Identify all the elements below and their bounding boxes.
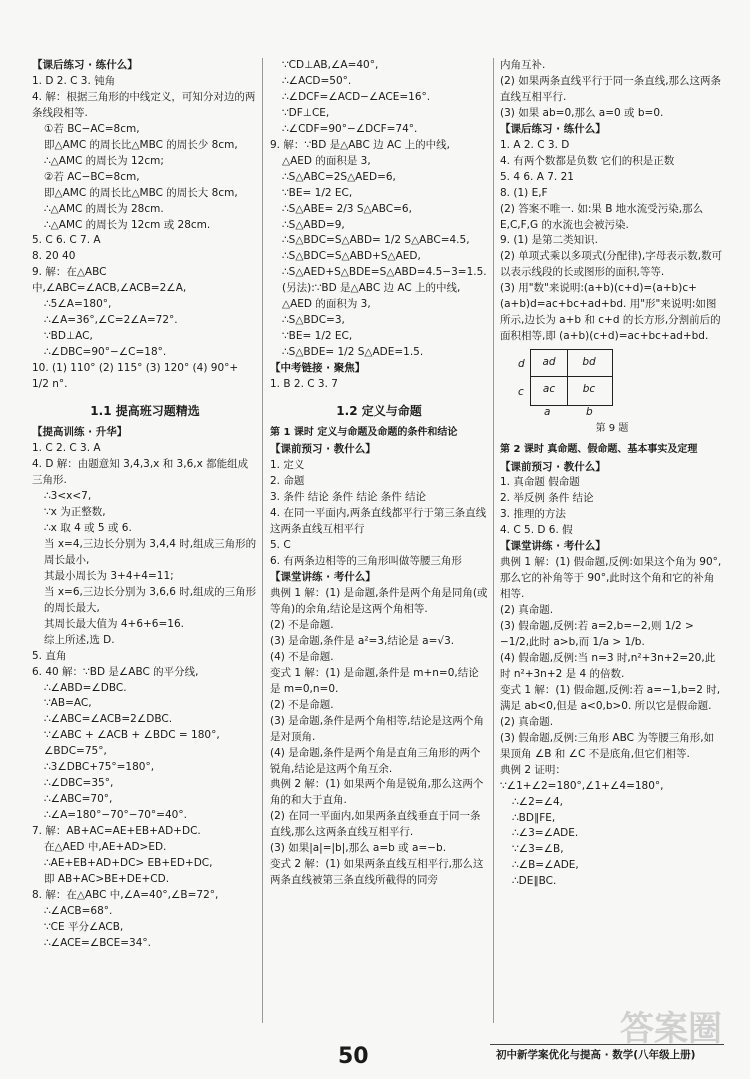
page-number: 50 [338,1044,369,1069]
answer-line: 9. (1) 是第二类知识. [500,234,598,247]
answer-line: 即△AMC 的周长比△MBC 的周长大 8cm, [44,186,238,199]
answer-line: ∴S△ABC=2S△AED=6, [282,170,396,183]
answer-line: ∴△AMC 的周长为 12cm; [44,154,164,167]
answer-line: △AED 的面积是 3, [282,154,371,167]
answer-line: ∴S△AED+S△BDE=S△ABD=4.5−3=1.5. [282,266,487,279]
grid-label-d: d [518,358,525,371]
answer-line: ∴∠ACD=50°. [282,74,352,87]
answer-line: ∴∠3=∠ADE. [512,827,579,840]
answer-line: ∴AE+EB+AD+DC> EB+ED+DC, [44,856,213,869]
answer-line: ∴∠DBC=35°, [44,777,114,790]
answer-line: 即 AB+AC>BE+DE+CD. [44,872,170,885]
answer-line: ∴∠ABC=∠ACB=2∠DBC. [44,713,173,726]
grid-label-a: a [544,406,551,419]
answer-line: ∴3<x<7, [44,490,92,503]
answer-line: 其最小周长为 3+4+4=11; [44,569,174,582]
answer-line: ∴∠2=∠4, [512,795,564,808]
answer-line: 9. 解：∵BD 是△ABC 边 AC 上的中线, [270,138,450,151]
section-heading: 【课后练习 · 练什么】 [32,59,138,71]
section-title: 1.1 提高班习题精选 [90,404,200,419]
section-heading: 【中考链接 · 聚焦】 [270,362,366,375]
area-diagram [518,349,724,419]
answer-line: ∴BD∥FE, [512,811,556,824]
column-divider [493,58,494,1023]
column-divider [262,58,263,1023]
answer-line: ∴∠A=180°−70°−70°=40°. [44,809,187,822]
answer-line: ∴S△BDE= 1/2 S△ADE=1.5. [282,346,424,359]
answer-line: 典例 2 解：(1) 如果两个角是锐角,那么这两个角的和大于直角. [270,778,484,807]
answer-line: (4) 是命题,条件是两个角是直角三角形的两个锐角,结论是这两个角互余. [270,746,481,775]
answer-line: ∵∠3=∠B, [512,843,564,856]
answer-column-2 [270,58,488,889]
answer-line: 4. 解：根据三角形的中线定义，可知分对边的两条线段相等. [32,90,256,119]
answer-line: ∵x 为正整数, [44,506,106,519]
answer-line: 当 x=6,三边长分别为 3,6,6 时,组成的三角形的周长最大, [44,585,257,614]
answer-line: ∴∠ABD=∠DBC. [44,681,127,694]
answer-line: (3) 如果|a|=|b|,那么 a=b 或 a=−b. [270,842,447,855]
answer-line: ∴S△ABD=9, [282,218,345,231]
answer-line: 变式 1 解：(1) 是命题,条件是 m+n=0,结论是 m=0,n=0. [270,666,479,695]
answer-line: ∴5∠A=180°, [44,298,112,311]
grid-cell-ac: ac [530,375,568,406]
grid-cell-bc: bc [566,375,613,406]
answer-line: 内角互补. [500,59,546,71]
answer-line: ∴∠ABC=70°, [44,793,113,806]
answer-line: (3) 用"数"来说明:(a+b)(c+d)=(a+b)c+(a+b)d=ac+bc+ad+bd. 用"形"来说明:如图所示,边长为 a+b 和 c+d 的长方形,分割前后的面积相等,即 (a+b)(c+d)=ac+bc+ad+bd. [500,282,721,343]
answer-line: ∴∠DCF=∠ACD−∠ACE=16°. [282,90,431,103]
answer-line: ∴∠ACE=∠BCE=34°. [44,936,151,949]
answer-line: 4. C 5. D 6. 假 [500,524,573,537]
answer-line: 4. 有两个数都是负数 它们的积是正数 [500,154,675,167]
answer-line: 1. 定义 [270,459,305,472]
answer-line: 综上所述,选 D. [44,633,115,646]
answer-line: (3) 是命题,条件是 a²=3,结论是 a=√3. [270,634,455,647]
section-heading: 【课堂讲练 · 考什么】 [270,571,376,584]
answer-line: ∴△AMC 的周长为 12cm 或 28cm. [44,218,211,231]
answer-line: ∵BE= 1/2 EC, [282,186,353,199]
section-heading: 【课后练习 · 练什么】 [500,122,606,135]
answer-line: 典例 1 解：(1) 是命题,条件是两个角是同角(或等角)的余角,结论是这两个角相等. [270,587,488,615]
answer-line: 变式 1 解：(1) 假命题,反例:若 a=−1,b=2 时,满足 ab<0,但是 a<0,b>0. 所以它是假命题. [500,683,721,712]
answer-line: (4) 假命题,反例:当 n=3 时,n²+3n+2=20,此时 n²+3n+2 是 4 的倍数. [500,651,716,680]
section-title: 1.2 定义与命题 [336,404,422,419]
lesson-title: 第 1 课时 定义与命题及命题的条件和结论 [270,427,458,439]
answer-line: ∠BDC=75°, [44,745,107,758]
answer-line: 5. C [270,539,291,552]
answer-line: 10. (1) 110° (2) 115° (3) 120° (4) 90°+ 1/2 n°. [32,362,239,391]
section-heading: 【课前预习 · 教什么】 [500,460,606,473]
answer-line: △AED 的面积为 3, [282,298,371,311]
footer-rule [490,1044,724,1045]
grid-cell-ad: ad [530,349,568,377]
answer-line: ∵DF⊥CE, [282,106,330,119]
answer-line: ∴∠B=∠ADE, [512,859,579,872]
answer-line: 变式 2 解：(1) 如果两条直线互相平行,那么这两条直线被第三条直线所截得的同旁 [270,858,484,887]
answer-line: ∴x 取 4 或 5 或 6. [44,521,132,534]
answer-line: ∴∠DBC=90°−∠C=18°. [44,346,167,359]
answer-line: (3) 假命题,反例:若 a=2,b=−2,则 1/2 > −1/2,此时 a>b,而 1/a > 1/b. [500,620,694,649]
answer-line: (2) 真命题. [500,715,554,728]
grid-label-c: c [518,386,524,399]
answer-line: 5. C 6. C 7. A [32,234,101,247]
answer-line: 1. B 2. C 3. 7 [270,378,338,391]
answer-line: (2) 单项式乘以多项式(分配律),字母表示数,数可以表示线段的长或图形的面积,等等. [500,250,723,279]
answer-line: 1. D 2. C 3. 钝角 [32,74,116,87]
answer-line: (2) 真命题. [500,604,554,617]
section-heading: 【提高训练 · 升华】 [32,426,128,439]
answer-line: ∵AB=AC, [44,697,92,710]
answer-line: 即△AMC 的周长比△MBC 的周长少 8cm, [44,138,238,151]
answer-line: ∴∠ACB=68°. [44,904,113,917]
answer-line: (2) 不是命题. [270,618,334,631]
answer-line: (2) 不是命题. [270,698,334,711]
answer-line: 4. D 解：由题意知 3,4,3,x 和 3,6,x 都能组成三角形. [32,458,249,487]
answer-line: 6. 40 解：∵BD 是∠ABC 的平分线, [32,665,199,678]
answer-line: 2. 命题 [270,475,305,488]
answer-line: 6. 有两条边相等的三角形叫做等腰三角形 [270,555,462,568]
answer-line: 3. 推理的方法 [500,508,566,521]
answer-line: ∴∠CDF=90°−∠DCF=74°. [282,122,418,135]
answer-line: 1. A 2. C 3. D [500,138,570,151]
section-heading: 【课前预习 · 教什么】 [270,443,376,456]
section-heading: 【课堂讲练 · 考什么】 [500,540,606,553]
answer-line: ∴S△BDC=S△ABD= 1/2 S△ABC=4.5, [282,234,470,247]
answer-line: 5. 直角 [32,649,67,662]
answer-line: ∵BE= 1/2 EC, [282,330,353,343]
answer-column-1 [32,58,258,952]
answer-line: (4) 不是命题. [270,650,334,663]
answer-line: 7. 解：AB+AC=AE+EB+AD+DC. [32,825,201,838]
answer-line: (3) 假命题,反例:三角形 ABC 为等腰三角形,如果顶角 ∠B 和 ∠C 不是底角,但它们相等. [500,731,715,760]
figure-caption: 第 9 题 [595,423,629,435]
answer-line: 当 x=4,三边长分别为 3,4,4 时,组成三角形的周长最小, [44,537,257,566]
answer-column-3-top [500,58,724,345]
answer-line: ∵CE 平分∠ACB, [44,920,124,933]
grid-cell-bd: bd [566,349,613,377]
answer-line: ∵CD⊥AB,∠A=40°, [282,59,379,71]
answer-line: ①若 BC−AC=8cm, [44,122,140,135]
answer-line: (另法):∵BD 是△ABC 边 AC 上的中线, [282,282,461,295]
answer-line: ∴△AMC 的周长为 28cm. [44,202,164,215]
answer-line: ∴∠A=36°,∠C=2∠A=72°. [44,314,178,327]
watermark-logo: 答案圈 [620,1009,722,1049]
answer-line: (3) 如果 ab=0,那么 a=0 或 b=0. [500,106,664,119]
answer-line: 其周长最大值为 4+6+6=16. [44,617,184,630]
answer-line: ∵BD⊥AC, [44,330,93,343]
lesson-title: 第 2 课时 真命题、假命题、基本事实及定理 [500,444,698,456]
grid-label-b: b [586,406,593,419]
answer-line: ∵∠ABC + ∠ACB + ∠BDC = 180°, [44,729,220,742]
answer-line: 8. 20 40 [32,250,76,263]
answer-line: 2. 举反例 条件 结论 [500,492,594,505]
answer-line: ∴S△BDC=S△ABD+S△AED, [282,250,421,263]
answer-line: 典例 1 解：(1) 假命题,反例:如果这个角为 90°,那么它的补角等于 90°,此时这个角和它的补角相等. [500,556,722,601]
answer-line: 典例 2 证明：∵∠1+∠2=180°,∠1+∠4=180°, [500,763,664,792]
answer-line: (2) 如果两条直线平行于同一条直线,那么这两条直线互相平行. [500,74,722,103]
answer-line: (2) 答案不唯一. 如:果 B 地水流受污染,那么 E,C,F,G 的水流也会被污染. [500,202,704,231]
answer-column-3 [500,58,724,890]
answer-line: 5. 4 6. A 7. 21 [500,170,574,183]
answer-line: 4. 在同一平面内,两条直线都平行于第三条直线 这两条直线互相平行 [270,507,487,536]
answer-column-3-bottom [500,442,724,890]
answer-line: ∴3∠DBC+75°=180°, [44,761,155,774]
answer-line: 1. C 2. C 3. A [32,442,101,455]
answer-line: ∴S△ABE= 2/3 S△ABC=6, [282,202,412,215]
answer-line: ②若 AC−BC=8cm, [44,170,140,183]
answer-line: 在△AED 中,AE+AD>ED. [44,841,167,854]
answer-line: (3) 是命题,条件是两个角相等,结论是这两个角是对顶角. [270,714,484,743]
answer-line: 8. (1) E,F [500,186,548,199]
answer-line: ∴DE∥BC. [512,875,557,888]
answer-line: ∴S△BDC=3, [282,314,345,327]
footer-title: 初中新学案优化与提高 · 数学(八年级上册) [496,1049,696,1061]
answer-line: 1. 真命题 假命题 [500,476,580,489]
answer-line: (2) 在同一平面内,如果两条直线垂直于同一条直线,那么这两条直线互相平行. [270,810,481,839]
answer-line: 9. 解：在△ABC 中,∠ABC=∠ACB,∠ACB=2∠A, [32,266,187,295]
answer-line: 8. 解：在△ABC 中,∠A=40°,∠B=72°, [32,888,219,901]
answer-line: 3. 条件 结论 条件 结论 条件 结论 [270,491,427,504]
